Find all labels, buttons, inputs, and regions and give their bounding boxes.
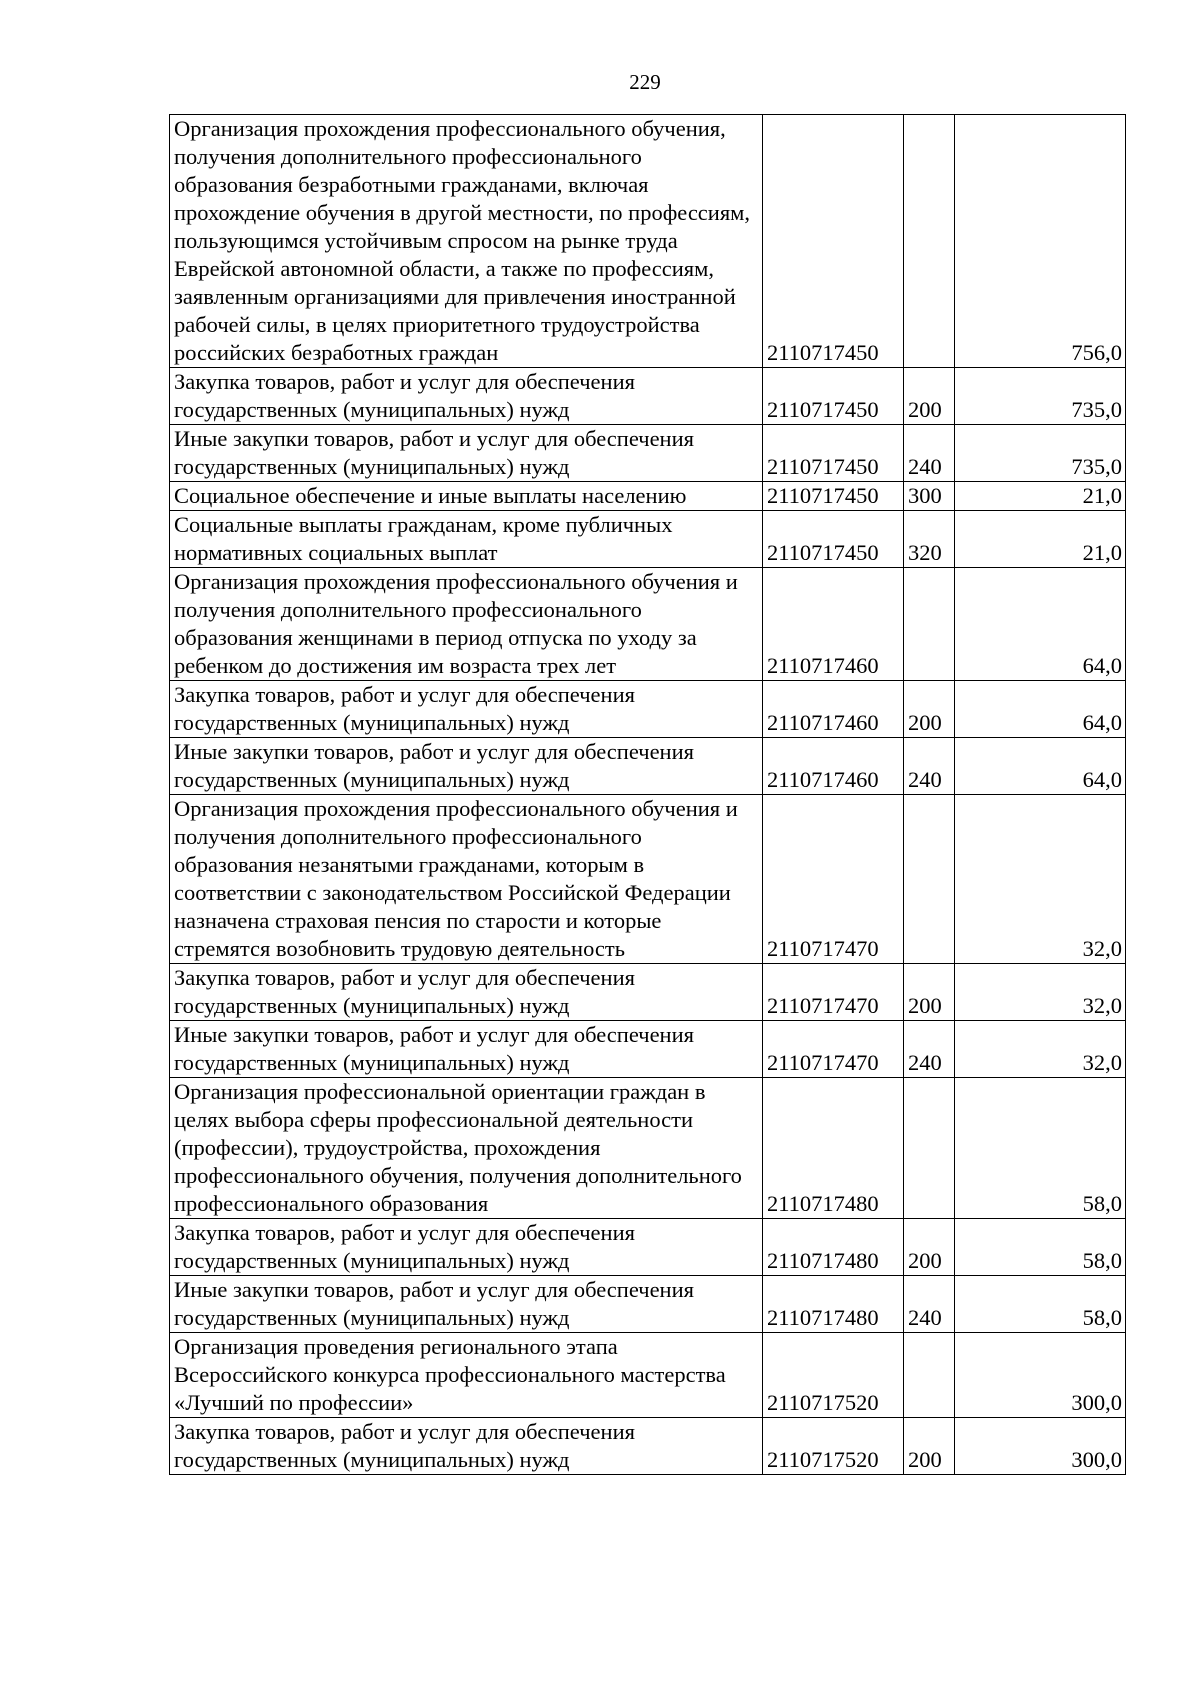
row-name-cell: Организация прохождения профессионального обучения и получения дополнительного профессионального образования женщинами в период отпуска по уходу за ребенком до достижения им возраста трех лет xyxy=(170,568,763,681)
row-target-article-cell: 2110717460 xyxy=(763,681,904,738)
row-name-cell: Иные закупки товаров, работ и услуг для обеспечения государственных (муниципальных) нужд xyxy=(170,1021,763,1078)
row-expense-type-cell: 240 xyxy=(904,1021,955,1078)
table-row xyxy=(170,511,1126,568)
row-target-article-cell: 2110717450 xyxy=(763,425,904,482)
row-name-cell: Закупка товаров, работ и услуг для обеспечения государственных (муниципальных) нужд xyxy=(170,368,763,425)
row-expense-type-cell: 240 xyxy=(904,1276,955,1333)
row-name-cell: Закупка товаров, работ и услуг для обеспечения государственных (муниципальных) нужд xyxy=(170,681,763,738)
page-number: 229 xyxy=(629,70,661,94)
table-row xyxy=(170,1078,1126,1219)
row-target-article-cell: 2110717480 xyxy=(763,1219,904,1276)
row-name-cell: Социальные выплаты гражданам, кроме публичных нормативных социальных выплат xyxy=(170,511,763,568)
row-expense-type-cell: 300 xyxy=(904,482,955,511)
row-expense-type-cell xyxy=(904,1078,955,1219)
row-name-cell: Иные закупки товаров, работ и услуг для обеспечения государственных (муниципальных) нужд xyxy=(170,1276,763,1333)
row-target-article-cell: 2110717450 xyxy=(763,368,904,425)
table-row xyxy=(170,1021,1126,1078)
row-amount-cell: 64,0 xyxy=(955,568,1126,681)
row-target-article-cell: 2110717470 xyxy=(763,1021,904,1078)
row-expense-type-cell: 200 xyxy=(904,681,955,738)
row-target-article-cell: 2110717520 xyxy=(763,1333,904,1418)
row-expense-type-cell: 200 xyxy=(904,368,955,425)
table-row xyxy=(170,425,1126,482)
row-expense-type-cell: 240 xyxy=(904,738,955,795)
table-row xyxy=(170,738,1126,795)
row-expense-type-cell: 200 xyxy=(904,964,955,1021)
row-amount-cell: 21,0 xyxy=(955,482,1126,511)
row-name-cell: Организация профессиональной ориентации граждан в целях выбора сферы профессиональной деятельности (профессии), трудоустройства, прохождения профессионального обучения, получения дополнительного профессионального образования xyxy=(170,1078,763,1219)
table-row xyxy=(170,681,1126,738)
row-target-article-cell: 2110717460 xyxy=(763,738,904,795)
row-target-article-cell: 2110717450 xyxy=(763,511,904,568)
table-row xyxy=(170,795,1126,964)
row-name-cell: Закупка товаров, работ и услуг для обеспечения государственных (муниципальных) нужд xyxy=(170,1219,763,1276)
row-expense-type-cell xyxy=(904,115,955,368)
row-name-cell: Закупка товаров, работ и услуг для обеспечения государственных (муниципальных) нужд xyxy=(170,964,763,1021)
row-expense-type-cell: 200 xyxy=(904,1418,955,1475)
row-name-cell: Социальное обеспечение и иные выплаты населению xyxy=(170,482,763,511)
table-row xyxy=(170,482,1126,511)
table-row xyxy=(170,1276,1126,1333)
row-target-article-cell: 2110717450 xyxy=(763,115,904,368)
row-target-article-cell: 2110717480 xyxy=(763,1276,904,1333)
row-expense-type-cell xyxy=(904,795,955,964)
row-amount-cell: 64,0 xyxy=(955,738,1126,795)
table-row xyxy=(170,1333,1126,1418)
table-row xyxy=(170,568,1126,681)
row-amount-cell: 21,0 xyxy=(955,511,1126,568)
table-row xyxy=(170,964,1126,1021)
row-amount-cell: 735,0 xyxy=(955,368,1126,425)
row-amount-cell: 300,0 xyxy=(955,1418,1126,1475)
row-name-cell: Иные закупки товаров, работ и услуг для обеспечения государственных (муниципальных) нужд xyxy=(170,738,763,795)
row-target-article-cell: 2110717520 xyxy=(763,1418,904,1475)
row-amount-cell: 32,0 xyxy=(955,1021,1126,1078)
budget-table xyxy=(169,114,1126,1475)
row-target-article-cell: 2110717450 xyxy=(763,482,904,511)
row-expense-type-cell: 320 xyxy=(904,511,955,568)
row-target-article-cell: 2110717480 xyxy=(763,1078,904,1219)
row-amount-cell: 58,0 xyxy=(955,1219,1126,1276)
row-amount-cell: 64,0 xyxy=(955,681,1126,738)
table-row xyxy=(170,115,1126,368)
row-target-article-cell: 2110717470 xyxy=(763,964,904,1021)
row-expense-type-cell: 240 xyxy=(904,425,955,482)
row-name-cell: Организация прохождения профессионального обучения и получения дополнительного профессионального образования незанятыми гражданами, которым в соответствии с законодательством Российской Федерации назначена страховая пенсия по старости и которые стремятся возобновить трудовую деятельность xyxy=(170,795,763,964)
row-amount-cell: 58,0 xyxy=(955,1276,1126,1333)
row-expense-type-cell: 200 xyxy=(904,1219,955,1276)
row-expense-type-cell xyxy=(904,1333,955,1418)
row-name-cell: Иные закупки товаров, работ и услуг для обеспечения государственных (муниципальных) нужд xyxy=(170,425,763,482)
row-target-article-cell: 2110717460 xyxy=(763,568,904,681)
row-amount-cell: 300,0 xyxy=(955,1333,1126,1418)
row-name-cell: Организация проведения регионального этапа Всероссийского конкурса профессионального мастерства «Лучший по профессии» xyxy=(170,1333,763,1418)
row-name-cell: Организация прохождения профессионального обучения, получения дополнительного профессионального образования безработными гражданами, включая прохождение обучения в другой местности, по профессиям, пользующимся устойчивым спросом на рынке труда Еврейской автономной области, а также по профессиям, заявленным организациями для привлечения иностранной рабочей силы, в целях приоритетного трудоустройства российских безработных граждан xyxy=(170,115,763,368)
row-name-cell: Закупка товаров, работ и услуг для обеспечения государственных (муниципальных) нужд xyxy=(170,1418,763,1475)
table-row xyxy=(170,368,1126,425)
row-amount-cell: 756,0 xyxy=(955,115,1126,368)
table-body xyxy=(170,115,1126,1475)
row-amount-cell: 32,0 xyxy=(955,795,1126,964)
table-row xyxy=(170,1418,1126,1475)
row-amount-cell: 32,0 xyxy=(955,964,1126,1021)
row-target-article-cell: 2110717470 xyxy=(763,795,904,964)
row-amount-cell: 58,0 xyxy=(955,1078,1126,1219)
row-expense-type-cell xyxy=(904,568,955,681)
table-row xyxy=(170,1219,1126,1276)
row-amount-cell: 735,0 xyxy=(955,425,1126,482)
